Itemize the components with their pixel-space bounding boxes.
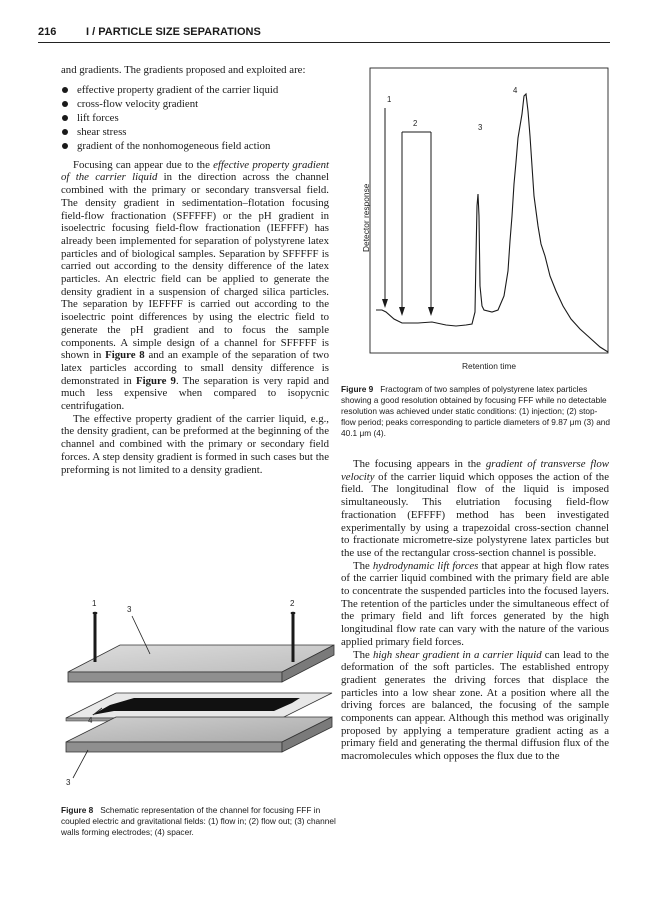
emphasis-term: gradient of transverse flow velocity — [341, 458, 609, 483]
marker-label-4: 4 — [513, 86, 518, 95]
emphasis-term: effective property gradient of the carrier liquid — [61, 158, 330, 184]
label-spacer: 4 — [88, 716, 93, 725]
list-item-text: shear stress — [77, 125, 127, 138]
intro-paragraph: and gradients. The gradients proposed and exploited are: — [61, 64, 306, 76]
caption-label: Figure 9 — [341, 384, 374, 394]
list-item-text: effective property gradient of the carrier liquid — [77, 83, 279, 96]
x-axis-label: Retention time — [462, 361, 516, 371]
marker-label-3: 3 — [478, 123, 483, 132]
figure-9-caption — [341, 384, 611, 439]
text-run: of the carrier liquid which opposes the action of the field. The longitudinal flow of the liquid is imposed simultaneously. This elutriation focusing field-flow fractionation (EFFFF) method has been investigated experimentally by using a trapezoidal cross-section channel to fractionate micrometre-size polystyrene latex particles but the use of the rectangular cross-section channel is possible. — [341, 470, 609, 559]
running-title: I / PARTICLE SIZE SEPARATIONS — [86, 26, 261, 38]
outlet-tube-cap — [291, 612, 296, 615]
text-run: The — [353, 559, 373, 572]
text-run: The — [353, 648, 373, 661]
list-item — [61, 139, 329, 153]
gradient-list — [61, 83, 329, 153]
arrow-head — [399, 307, 405, 316]
list-item — [61, 125, 329, 139]
body-paragraph — [61, 159, 329, 413]
list-item — [61, 111, 329, 125]
top-plate-side — [68, 672, 282, 682]
inlet-tube-cap — [93, 612, 98, 615]
caption-label: Figure 8 — [61, 805, 94, 815]
marker-label-2: 2 — [413, 119, 418, 128]
bullet-icon — [62, 143, 68, 149]
emphasis-term: hydrodynamic lift forces — [372, 559, 479, 572]
figure-9-reference[interactable]: Figure 9 — [135, 374, 176, 387]
body-paragraph: The effective property gradient of the carrier liquid, e.g., the density gradient, can be preformed at the beginning of the channel and combined with the primary or secondary field forces. A step density gradient is formed in such cases but the preforming is not limited to a density gradient. — [61, 412, 329, 476]
marker-label-1: 1 — [387, 95, 392, 104]
arrow-head — [428, 307, 434, 316]
bottom-plate-side — [66, 742, 282, 752]
left-column — [61, 64, 329, 476]
bullet-icon — [62, 115, 68, 121]
caption-text: Schematic representation of the channel for focusing FFF in coupled electric and gravitational fields: (1) flow in; (2) flow out; (3) channel walls forming electrodes; (4) spacer. — [61, 805, 336, 837]
figure-8-channel-schematic — [62, 594, 336, 794]
text-run: Focusing can appear due to the — [73, 158, 214, 171]
label-wall-top: 3 — [127, 605, 132, 614]
list-item — [61, 97, 329, 111]
y-axis-label: Detector response — [361, 183, 371, 252]
list-item-text: lift forces — [77, 111, 119, 124]
label-flow-in: 1 — [92, 599, 97, 608]
body-paragraph — [341, 560, 609, 649]
bullet-icon — [62, 87, 68, 93]
bullet-icon — [62, 129, 68, 135]
text-run: The focusing appears in the — [353, 458, 486, 470]
body-paragraph — [341, 458, 609, 560]
label-flow-out: 2 — [290, 599, 295, 608]
list-item — [61, 83, 329, 97]
body-paragraph — [341, 649, 609, 763]
figure-9-fractogram — [358, 66, 610, 376]
bullet-icon — [62, 101, 68, 107]
text-run: can lead to the deformation of the soft particles. The established entropy gradient generates the driving forces that displace the particles into a low shear zone. At a position where all the driving forces are balanced, the focusing of the sample components can appear. Although this method was originally proposed by applying a temperature gradient acting as a primary field and generating the thermal diffusion flux of the macromolecules which opposes the flux due to the — [341, 648, 609, 763]
right-column — [341, 458, 609, 763]
text-run: and an example of the separation of two latex particles according to small density difference is demonstrated in — [61, 349, 329, 387]
page-number: 216 — [38, 26, 57, 38]
text-run: that appear at high flow rates of the carrier liquid combined with the primary field are able to concentrate the suspended particles into the focused layers. The retention of the particles under the simultaneous effect of the primary field and lift forces generated by the high longitudinal flow rate can vary with the nature of the various applied primary field forces. — [341, 559, 609, 648]
caption-text: Fractogram of two samples of polystyrene latex particles showing a good resolution obtained by focusing FFF while no detectable resolution was achieved under static conditions: (1) injection; (2) stop-flow period; peaks corresponding to particle diameters of 9.87 μm (3) and 40.1 μm (4). — [341, 384, 611, 438]
text-run: in the direction across the channel combined with the primary or secondary transversal field. The density gradient in sedimentation–flotation focusing field-flow fractionation (SFFFFF) or the pH gradient in isoelectric focusing field-flow fractionation (IEFFFF) has already been implemented for separation of polystyrene latex particles and of biological samples. Separation by SFFFFF is carried out according to the density difference of the latex particles. An electric field can be applied to generate the density gradient in a suspension of charged silica particles. The separation by IEFFFF is carried out according to the isoelectric point differences by using the electric field to generate the pH gradient and to focus the sample components. A simple design of a channel for SFFFFF is shown in — [61, 171, 329, 362]
fractogram-trace — [376, 94, 608, 352]
emphasis-term: high shear gradient in a carrier liquid — [373, 648, 542, 661]
list-item-text: cross-flow velocity gradient — [77, 97, 199, 110]
text-run: . The separation is very rapid and much less expensive when compared to isopycnic centrifugation. — [61, 374, 329, 413]
figure-8-caption — [61, 805, 336, 838]
arrow-head — [382, 299, 388, 308]
pointer-line — [73, 750, 88, 778]
list-item-text: gradient of the nonhomogeneous field action — [77, 139, 271, 152]
label-wall-bottom: 3 — [66, 778, 71, 787]
figure-8-reference[interactable]: Figure 8 — [105, 349, 145, 362]
running-header — [38, 24, 610, 43]
plot-frame — [370, 68, 608, 353]
